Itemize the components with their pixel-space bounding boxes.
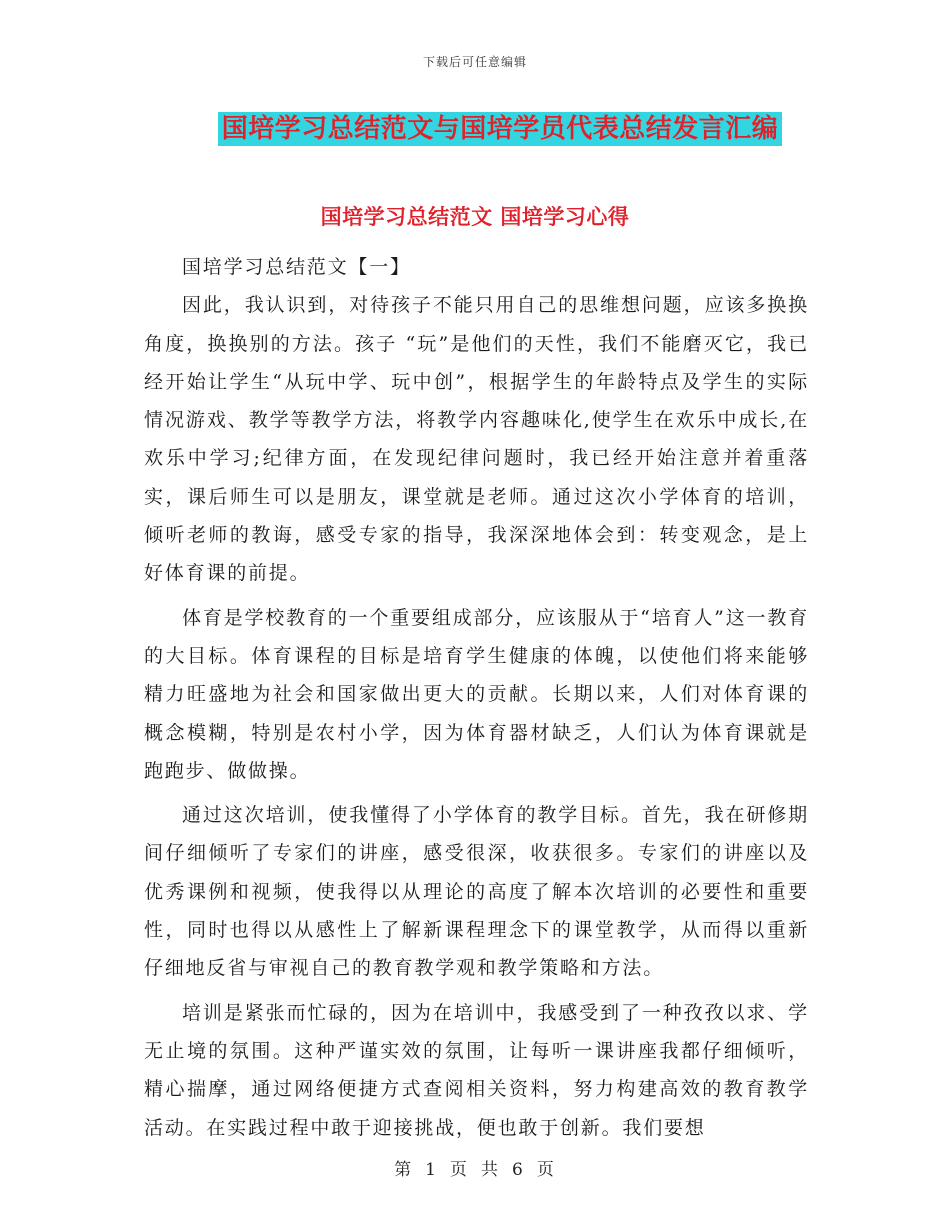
page-number: 1 <box>425 1160 438 1180</box>
paragraph: 培训是紧张而忙碌的，因为在培训中，我感受到了一种孜孜以求、学无止境的氛围。这种严谨实效的氛围，让每听一课讲座我都仔细倾听，精心揣摩，通过网络便捷方式查阅相关资料，努力构建高效的教育教学活动。在实践过程中敢于迎接挑战，便也敢于创新。我们要想 <box>144 1001 809 1139</box>
footer-total-prefix: 共 <box>481 1160 500 1180</box>
main-title-container <box>0 112 950 146</box>
document-sub-title: 国培学习总结范文 国培学习心得 <box>320 205 630 229</box>
document-body <box>144 248 809 1147</box>
paragraph: 通过这次培训，使我懂得了小学体育的教学目标。首先，我在研修期间仔细倾听了专家们的讲座，感受很深，收获很多。专家们的讲座以及优秀课例和视频，使我得以从理论的高度了解本次培训的必要性和重要性，同时也得以从感性上了解新课程理念下的课堂教学，从而得以重新仔细地反省与审视自己的教育教学观和教学策略和方法。 <box>144 804 809 980</box>
footer-page-unit: 页 <box>450 1160 469 1180</box>
paragraph: 因此，我认识到，对待孩子不能只用自己的思维想问题，应该多换换角度，换换别的方法。孩子 “玩”是他们的天性，我们不能磨灭它，我已经开始让学生“从玩中学、玩中创”，根据学生的年龄特点及学生的实际情况游戏、教学等教学方法，将教学内容趣味化,使学生在欢乐中成长,在欢乐中学习;纪律方面，在发现纪律问题时，我已经开始注意并着重落实，课后师生可以是朋友，课堂就是老师。通过这次小学体育的培训，倾听老师的教诲，感受专家的指导，我深深地体会到：转变观念，是上好体育课的前提。 <box>144 294 809 585</box>
total-pages: 6 <box>512 1160 525 1180</box>
footer-total-unit: 页 <box>536 1160 556 1180</box>
page-footer <box>0 1155 950 1180</box>
section-heading: 国培学习总结范文【一】 <box>182 256 411 278</box>
header-note: 下载后可任意编辑 <box>422 55 527 69</box>
paragraph: 体育是学校教育的一个重要组成部分，应该服从于“培育人”这一教育的大目标。体育课程的目标是培育学生健康的体魄，以使他们将来能够精力旺盛地为社会和国家做出更大的贡献。长期以来，人们对体育课的概念模糊，特别是农村小学，因为体育器材缺乏，人们认为体育课就是跑跑步、做做操。 <box>144 606 809 782</box>
footer-prefix: 第 <box>394 1160 414 1180</box>
document-main-title: 国培学习总结范文与国培学员代表总结发言汇编 <box>218 112 783 146</box>
